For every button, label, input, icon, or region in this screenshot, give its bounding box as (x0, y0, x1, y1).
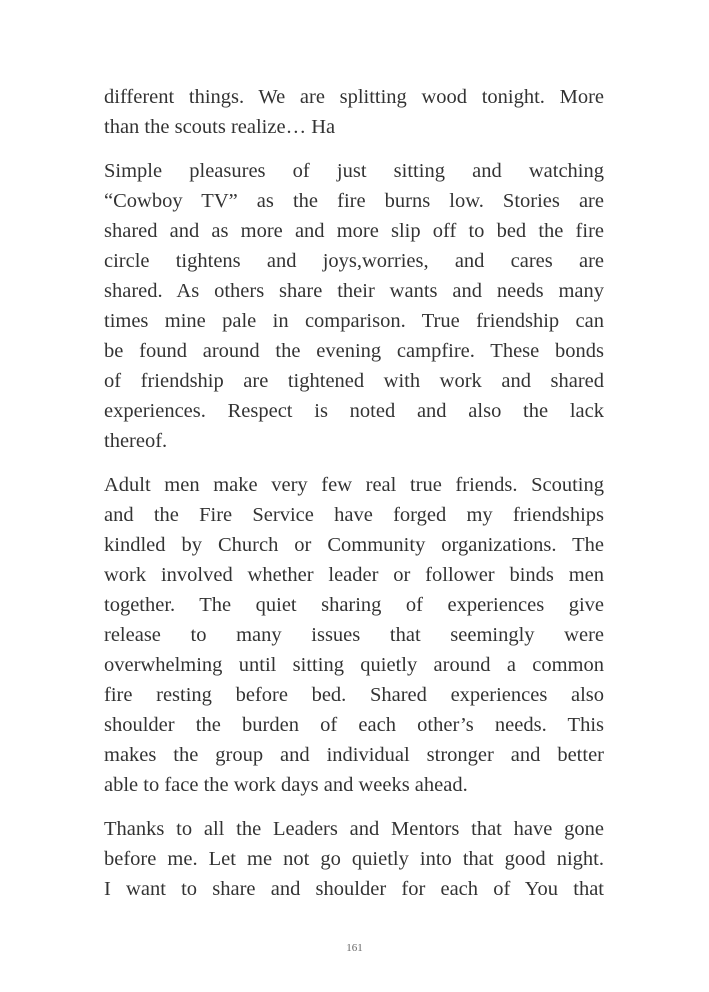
text-line: kindled by Church or Community organizations. The (104, 534, 604, 556)
text-line: “Cowboy TV” as the fire burns low. Stories are (104, 190, 604, 212)
text-line: Simple pleasures of just sitting and watching (104, 160, 604, 182)
text-line: work involved whether leader or follower binds men (104, 564, 604, 586)
text-line: of friendship are tightened with work and shared (104, 370, 604, 392)
text-line: and the Fire Service have forged my friendships (104, 504, 604, 526)
text-line: shared. As others share their wants and needs many (104, 280, 604, 302)
page-body (104, 82, 604, 918)
text-line: I want to share and shoulder for each of You that (104, 878, 604, 900)
text-line: fire resting before bed. Shared experiences also (104, 684, 604, 706)
text-line: times mine pale in comparison. True friendship can (104, 310, 604, 332)
paragraph-3 (104, 470, 604, 800)
text-line: makes the group and individual stronger and better (104, 744, 604, 766)
text-line: shoulder the burden of each other’s needs. This (104, 714, 604, 736)
paragraph-2 (104, 156, 604, 456)
text-line: overwhelming until sitting quietly around a common (104, 654, 604, 676)
text-line: before me. Let me not go quietly into that good night. (104, 848, 604, 870)
text-line: release to many issues that seemingly were (104, 624, 604, 646)
text-line: than the scouts realize… Ha (104, 116, 336, 138)
text-line: different things. We are splitting wood tonight. More (104, 86, 604, 108)
text-line: Adult men make very few real true friends. Scouting (104, 474, 604, 496)
text-line: together. The quiet sharing of experiences give (104, 594, 604, 616)
paragraph-4 (104, 814, 604, 904)
text-line: shared and as more and more slip off to bed the fire (104, 220, 604, 242)
text-line: able to face the work days and weeks ahead. (104, 774, 468, 796)
text-line: Thanks to all the Leaders and Mentors that have gone (104, 818, 604, 840)
page-number: 161 (346, 942, 363, 954)
text-line: circle tightens and joys,worries, and cares are (104, 250, 604, 272)
text-line: experiences. Respect is noted and also the lack (104, 400, 604, 422)
text-line: be found around the evening campfire. These bonds (104, 340, 604, 362)
text-line: thereof. (104, 430, 168, 452)
paragraph-1 (104, 82, 604, 142)
